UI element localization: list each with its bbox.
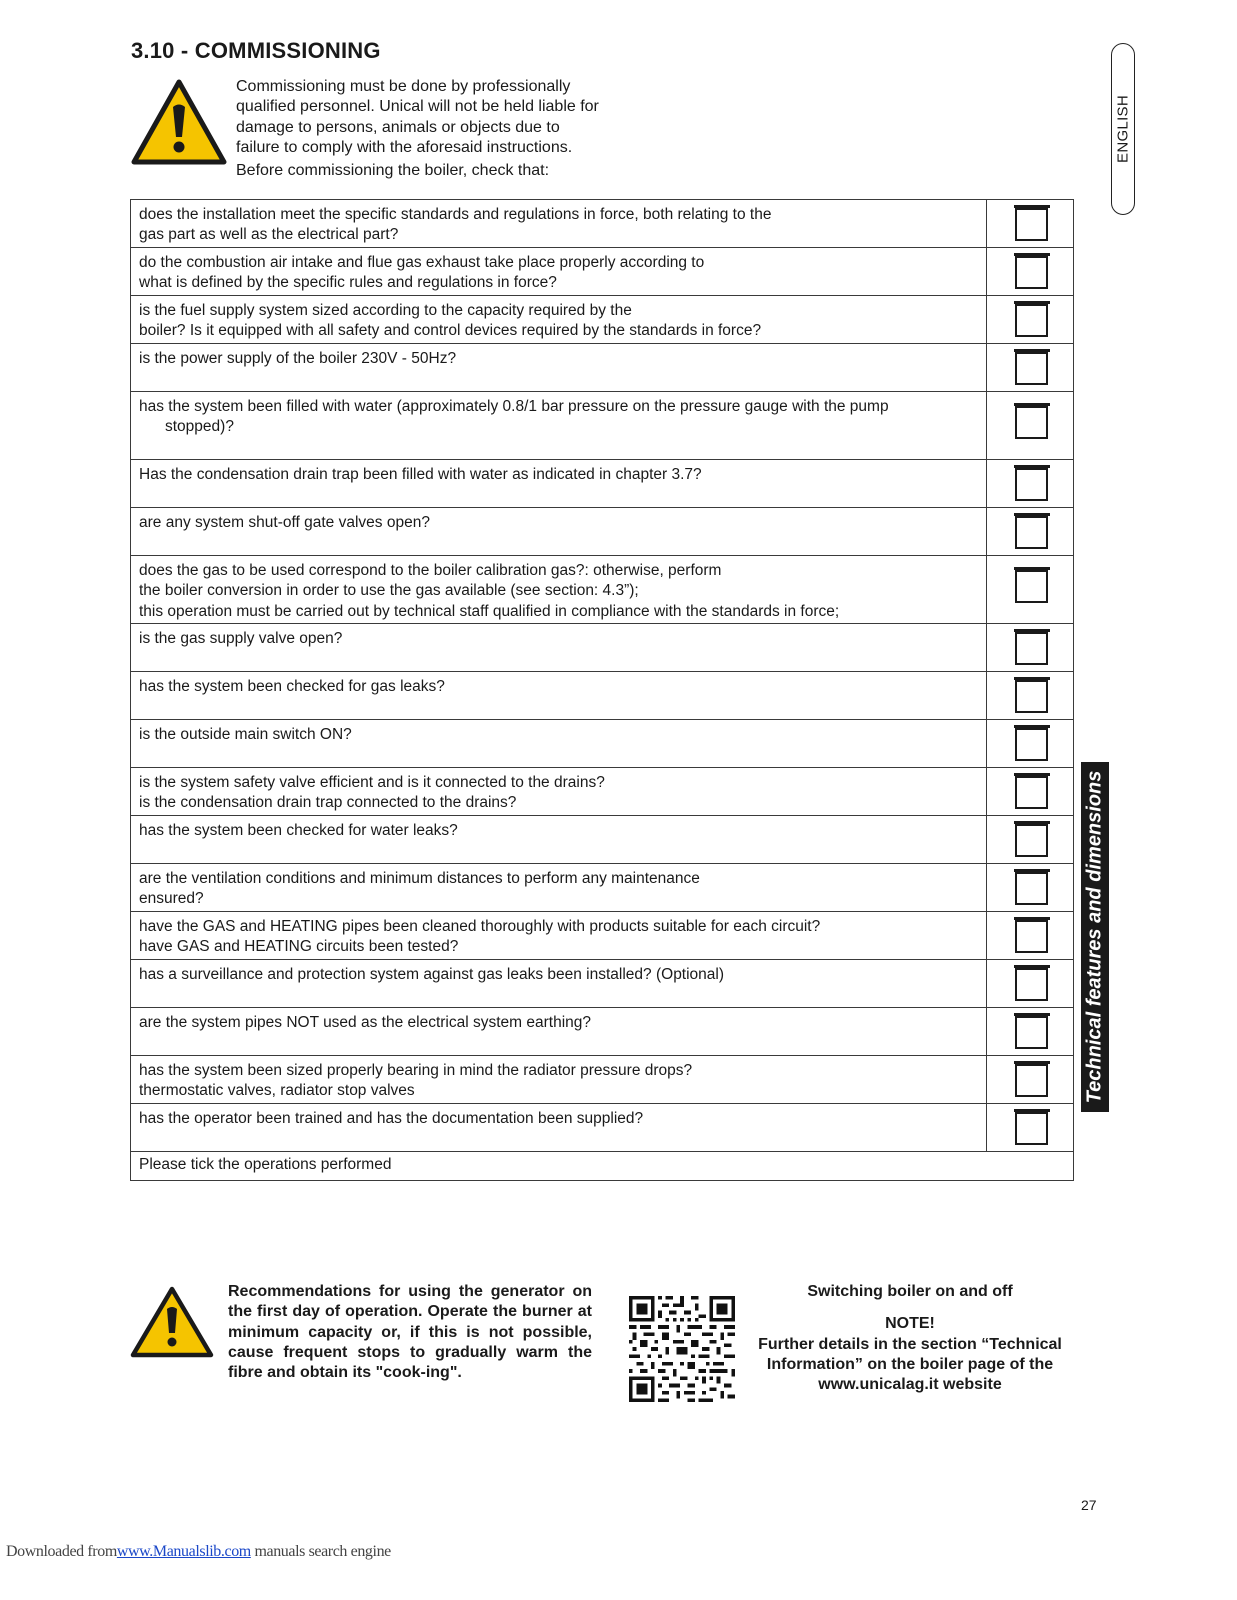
checklist-row [131,960,1074,1008]
language-tab-label: ENGLISH [1114,95,1132,163]
checklist-footer-row [131,1152,1074,1181]
checklist-cell [987,912,1074,960]
download-suffix: manuals search engine [250,1543,391,1560]
checklist-question-text: does the gas to be used correspond to the boiler calibration gas?: otherwise, perform the boiler conversion in order to use the gas available (see section: 4.3”); this operation must be carried out by technical staff qualified in compliance with the standards in force; [139,562,840,620]
checklist-row [131,816,1074,864]
checklist-question [131,392,987,460]
checklist-question [131,960,987,1008]
checklist-question-text: is the gas supply valve open? [139,630,343,647]
warning-triangle-icon [129,1284,215,1360]
checklist-question [131,864,987,912]
checklist-cell [987,624,1074,672]
checkbox[interactable] [1015,824,1048,857]
checklist-cell [987,344,1074,392]
language-tab [1111,43,1135,215]
checklist-question [131,556,987,624]
checklist-row [131,672,1074,720]
note-label: NOTE! [885,1315,935,1333]
checkbox[interactable] [1015,208,1048,241]
checklist-question-text: has the system been sized properly bearing in mind the radiator pressure drops? thermostatic valves, radiator stop valves [139,1062,693,1100]
checklist-footer: Please tick the operations performed [131,1152,1074,1181]
checklist-question [131,816,987,864]
checkbox[interactable] [1015,920,1048,953]
checklist-row [131,912,1074,960]
checkbox[interactable] [1015,352,1048,385]
section-side-tab [1081,762,1109,1112]
checklist-question-text-continued: stopped)? [165,418,234,436]
checklist-row [131,1056,1074,1104]
download-prefix: Downloaded from [6,1543,117,1560]
checklist-question-text: are the system pipes NOT used as the electrical system earthing? [139,1014,592,1031]
checklist-question-text: is the outside main switch ON? [139,726,352,743]
checklist-cell [987,248,1074,296]
checkbox[interactable] [1015,968,1048,1001]
intro-warning-text: Commissioning must be done by professionally qualified personnel. Unical will not be held liable for damage to persons, animals or objects due to failure to comply with the aforesaid instructions. [236,78,599,156]
checklist-question [131,768,987,816]
checkbox[interactable] [1015,570,1048,603]
checklist-row [131,1104,1074,1152]
checklist-question [131,1008,987,1056]
checklist-row [131,624,1074,672]
checklist-question-text: has the system been checked for gas leaks? [139,678,445,695]
checklist-question [131,1056,987,1104]
checklist-question [131,508,987,556]
section-side-tab-label: Technical features and dimensions [1083,770,1106,1104]
checklist-question-text: has the operator been trained and has the documentation been supplied? [139,1110,644,1127]
checkbox[interactable] [1015,776,1048,809]
checkbox[interactable] [1015,872,1048,905]
checkbox[interactable] [1015,516,1048,549]
switching-title: Switching boiler on and off [807,1283,1013,1300]
checkbox[interactable] [1015,680,1048,713]
checklist-question-text: have the GAS and HEATING pipes been cleaned thoroughly with products suitable for each circuit? have GAS and HEATING circuits been tested? [139,918,821,956]
checklist-row [131,248,1074,296]
checklist-cell [987,1008,1074,1056]
checklist-question-text: has a surveillance and protection system against gas leaks been installed? (Optional) [139,966,725,983]
download-footer [6,1543,391,1561]
checkbox[interactable] [1015,1064,1048,1097]
checklist-question-text: has the system been checked for water leaks? [139,822,458,839]
checklist-cell [987,296,1074,344]
checklist-cell [987,672,1074,720]
checklist-question-text: has the system been filled with water (approximately 0.8/1 bar pressure on the pressure gauge with the pump [139,398,889,415]
checklist-question-text: is the fuel supply system sized according to the capacity required by the boiler? Is it equipped with all safety and control devices required by the standards in force? [139,302,762,340]
checklist-row [131,508,1074,556]
checklist-row [131,1008,1074,1056]
qr-code-icon[interactable] [629,1296,735,1402]
checklist-question [131,248,987,296]
checklist-row [131,556,1074,624]
checklist-question-text: Has the condensation drain trap been filled with water as indicated in chapter 3.7? [139,466,702,483]
recommendations-text: Recommendations for using the generator on the first day of operation. Operate the burner at minimum capacity or, if this is not possible, cause frequent stops to gradually warm the fibre and obtain its "cook-ing". [228,1283,592,1382]
checklist-row [131,296,1074,344]
checklist-cell [987,200,1074,248]
checklist-cell [987,960,1074,1008]
checklist-cell [987,508,1074,556]
checkbox[interactable] [1015,304,1048,337]
checklist-cell [987,460,1074,508]
switching-info [756,1282,1064,1395]
before-commissioning-text: Before commissioning the boiler, check that: [236,162,550,179]
checklist-row [131,344,1074,392]
checkbox[interactable] [1015,406,1048,439]
checklist-question-text: are any system shut-off gate valves open? [139,514,430,531]
checklist-question-text: is the system safety valve efficient and is it connected to the drains? is the condensation drain trap connected to the drains? [139,774,605,812]
commissioning-checklist [130,199,1074,1181]
checklist-question [131,460,987,508]
checklist-question-text: does the installation meet the specific standards and regulations in force, both relating to the gas part as well as the electrical part? [139,206,772,244]
checklist-cell [987,768,1074,816]
checklist-question [131,624,987,672]
checklist-question [131,200,987,248]
checklist-cell [987,816,1074,864]
checklist-row [131,460,1074,508]
checkbox[interactable] [1015,468,1048,501]
checklist-question [131,720,987,768]
checklist-cell [987,864,1074,912]
note-text: Further details in the section “Technical Information” on the boiler page of the www.unicalag.it website [758,1335,1062,1394]
checklist-question [131,344,987,392]
checklist-cell [987,1104,1074,1152]
checklist-question [131,672,987,720]
checklist-question [131,912,987,960]
section-title: 3.10 - COMMISSIONING [131,38,381,63]
checklist-row [131,200,1074,248]
checklist-cell [987,720,1074,768]
warning-triangle-icon [130,77,228,167]
checklist-question-text: is the power supply of the boiler 230V - 50Hz? [139,350,457,367]
checklist-row [131,392,1074,460]
checkbox[interactable] [1015,728,1048,761]
checklist-row [131,720,1074,768]
checklist-cell [987,1056,1074,1104]
checkbox[interactable] [1015,1016,1048,1049]
checkbox[interactable] [1015,632,1048,665]
checklist-question [131,296,987,344]
checkbox[interactable] [1015,1112,1048,1145]
checklist-cell [987,556,1074,624]
page-number: 27 [1081,1497,1097,1513]
manualslib-link[interactable]: www.Manualslib.com [116,1543,251,1560]
checkbox[interactable] [1015,256,1048,289]
checklist-row [131,768,1074,816]
checklist-question-text: are the ventilation conditions and minimum distances to perform any maintenance ensured? [139,870,700,908]
checklist-cell [987,392,1074,460]
checklist-question [131,1104,987,1152]
checklist-row [131,864,1074,912]
checklist-question-text: do the combustion air intake and flue gas exhaust take place properly according to what is defined by the specific rules and regulations in force? [139,254,705,292]
